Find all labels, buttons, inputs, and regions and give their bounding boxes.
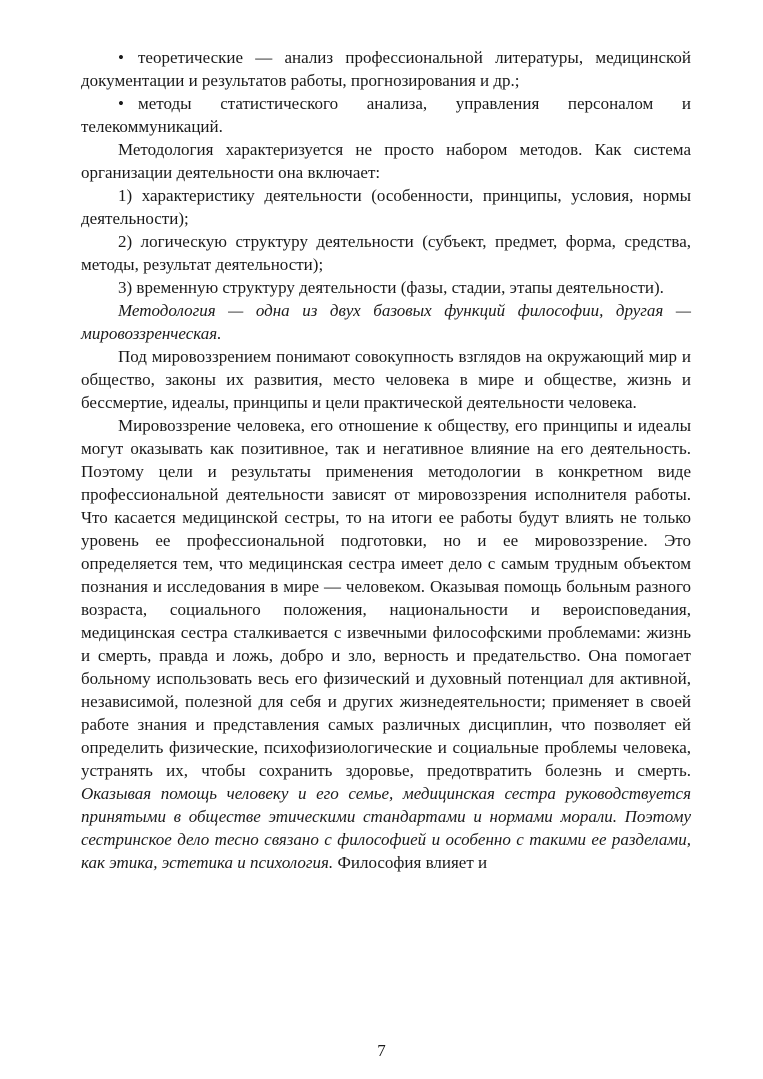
bullet-marker: • bbox=[118, 48, 124, 67]
page-body bbox=[81, 46, 691, 874]
bullet-marker: • bbox=[118, 94, 124, 113]
italic-statement: Методология — одна из двух базовых функций философии, другая — мировоззренческая. bbox=[81, 301, 691, 343]
numbered-item: 2) логическую структуру деятельности (субъект, предмет, форма, средства, методы, результат деятельности); bbox=[81, 232, 691, 274]
paragraph-tail-text: Философия влияет и bbox=[337, 853, 488, 872]
paragraph-italic-text: Оказывая помощь человеку и его семье, медицинская сестра руководствуется принятыми в обществе этическими стандартами и нормами морали. Поэтому сестринское дело тесно связано с философией и особенно с такими ее разделами, как этика, эстетика и психология. bbox=[81, 784, 691, 872]
list-item bbox=[81, 46, 691, 92]
list-item-text: методы статистического анализа, управления персоналом и телекоммуникаций. bbox=[81, 94, 691, 136]
list-item-text: теоретические — анализ профессиональной литературы, медицинской документации и результатов работы, прогнозирования и др.; bbox=[81, 48, 691, 90]
list-item bbox=[81, 92, 691, 138]
paragraph bbox=[81, 414, 691, 874]
paragraph: Методология характеризуется не просто набором методов. Как система организации деятельности она включает: bbox=[81, 140, 691, 182]
page-number: 7 bbox=[377, 1041, 386, 1060]
numbered-item: 1) характеристику деятельности (особенности, принципы, условия, нормы деятельности); bbox=[81, 186, 691, 228]
paragraph-text: Мировоззрение человека, его отношение к обществу, его принципы и идеалы могут оказывать как позитивное, так и негативное влияние на его деятельность. Поэтому цели и результаты применения методологии в конкретном виде профессиональной деятельности зависят от мировоззрения исполнителя работы. Что касается медицинской сестры, то на итоги ее работы будут влиять не только уровень ее профессиональной подготовки, но и ее мировоззрение. Это определяется тем, что медицинская сестра имеет дело с самым трудным объектом познания и исследования в мире — человеком. Оказывая помощь больным разного возраста, социального положения, национальности и вероисповедания, медицинская сестра сталкивается с извечными философскими проблемами: жизнь и смерть, правда и ложь, добро и зло, верность и предательство. Она помогает больному использовать весь его физический и духовный потенциал для активной, независимой, полезной для себя и других жизнедеятельности; применяет в своей работе знания и представления самых различных дисциплин, что позволяет ей определить физические, психофизиологические и социальные проблемы человека, устранять их, чтобы сохранить здоровье, предотвратить болезнь и смерть. bbox=[81, 416, 691, 780]
numbered-item: 3) временную структуру деятельности (фазы, стадии, этапы деятельности). bbox=[118, 278, 664, 297]
paragraph: Под мировоззрением понимают совокупность взглядов на окружающий мир и общество, законы их развития, место человека в мире и обществе, жизнь и бессмертие, идеалы, принципы и цели практической деятельности человека. bbox=[81, 347, 691, 412]
